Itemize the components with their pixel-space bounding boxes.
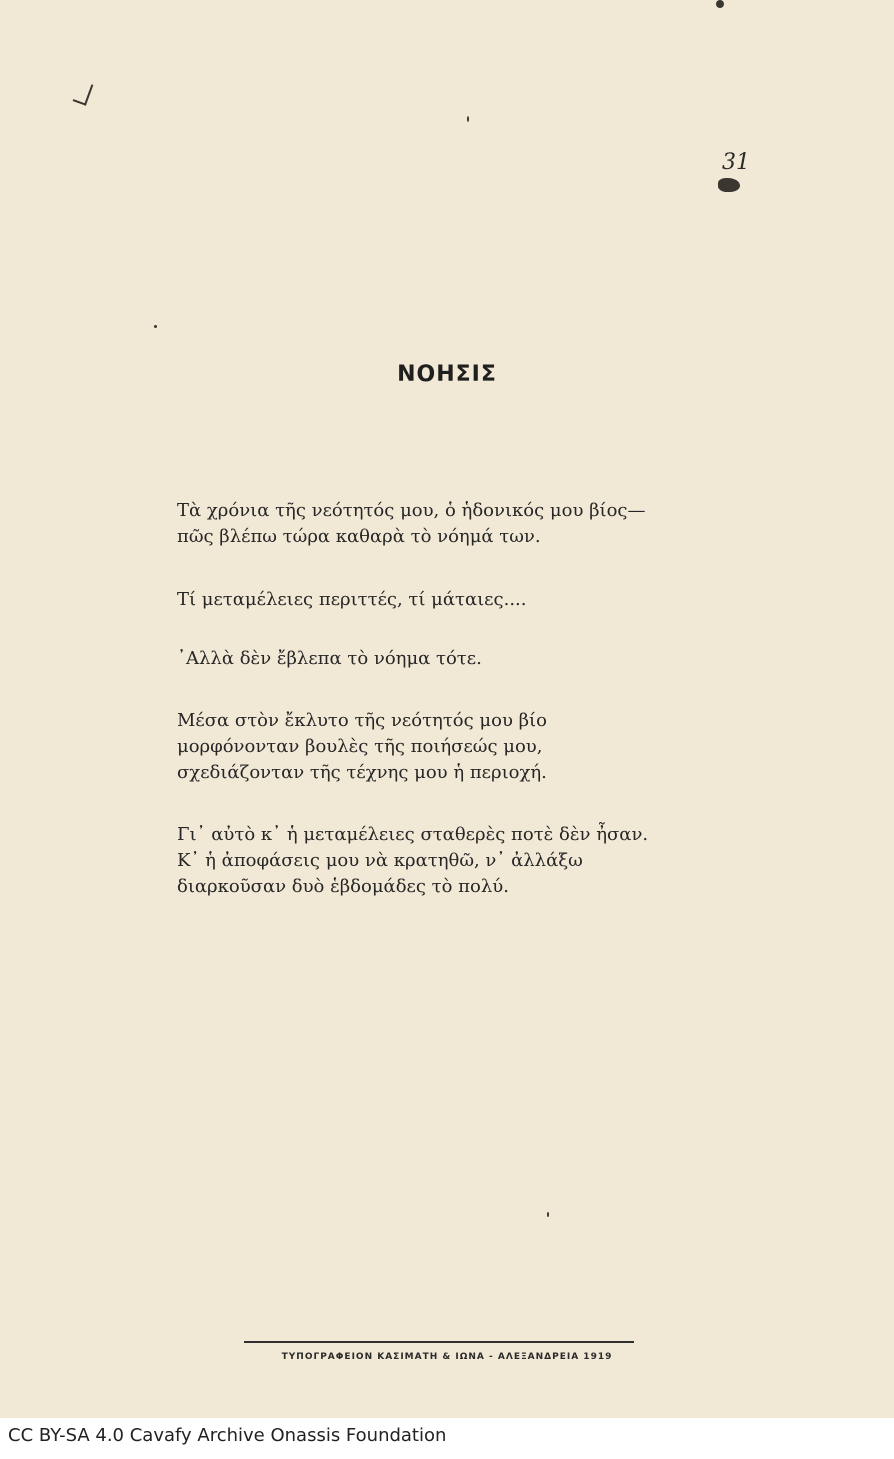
- stanza-5: [177, 822, 648, 900]
- poem-line: πῶς βλέπω τώρα καθαρὰ τὸ νόημά των.: [177, 526, 541, 547]
- poem-line: μορφόνονταν βουλὲς τῆς ποιήσεώς μου,: [177, 736, 543, 757]
- poem-title: ΝΟΗΣΙΣ: [397, 362, 497, 387]
- stanza-3: [177, 646, 482, 672]
- ink-spot: [716, 0, 724, 8]
- stanza-4: [177, 708, 547, 786]
- poem-line: Μέσα στὸν ἔκλυτο τῆς νεότητός μου βίο: [177, 710, 547, 731]
- poem-line: σχεδιάζονταν τῆς τέχνης μου ἡ περιοχή.: [177, 762, 547, 783]
- stanza-2: [177, 587, 526, 613]
- ink-blot: [718, 178, 740, 192]
- poem-line: Τί μεταμέλειες περιττές, τί μάταιες....: [177, 589, 527, 610]
- footer-rule: [244, 1341, 634, 1343]
- license-credit: CC BY-SA 4.0 Cavafy Archive Onassis Foundation: [8, 1425, 447, 1446]
- ink-speck: [547, 1212, 549, 1217]
- poem-line: διαρκοῦσαν δυὸ ἑβδομάδες τὸ πολύ.: [177, 876, 509, 897]
- poem-line: Κ᾿ ἡ ἀποφάσεις μου νὰ κρατηθῶ, ν᾿ ἀλλάξω: [177, 850, 583, 871]
- ink-speck: [467, 116, 469, 122]
- poem-line: ᾿Αλλὰ δὲν ἔβλεπα τὸ νόημα τότε.: [177, 648, 482, 669]
- poem-line: Γι᾿ αὐτὸ κ᾿ ἡ μεταμέλειες σταθερὲς ποτὲ δὲν ἦσαν.: [177, 824, 649, 845]
- pencil-tick-mark: [73, 80, 94, 105]
- poem-line: Τὰ χρόνια τῆς νεότητός μου, ὁ ἡδονικός μου βίος—: [177, 500, 646, 521]
- printer-imprint: ΤΥΠΟΓΡΑΦΕΙΟΝ ΚΑΣΙΜΑΤΗ & ΙΩΝΑ - ΑΛΕΞΑΝΔΡΕΙΑ 1919: [281, 1352, 613, 1362]
- stanza-1: [177, 498, 645, 550]
- ink-speck: [154, 325, 157, 328]
- page-number: 31: [722, 150, 750, 175]
